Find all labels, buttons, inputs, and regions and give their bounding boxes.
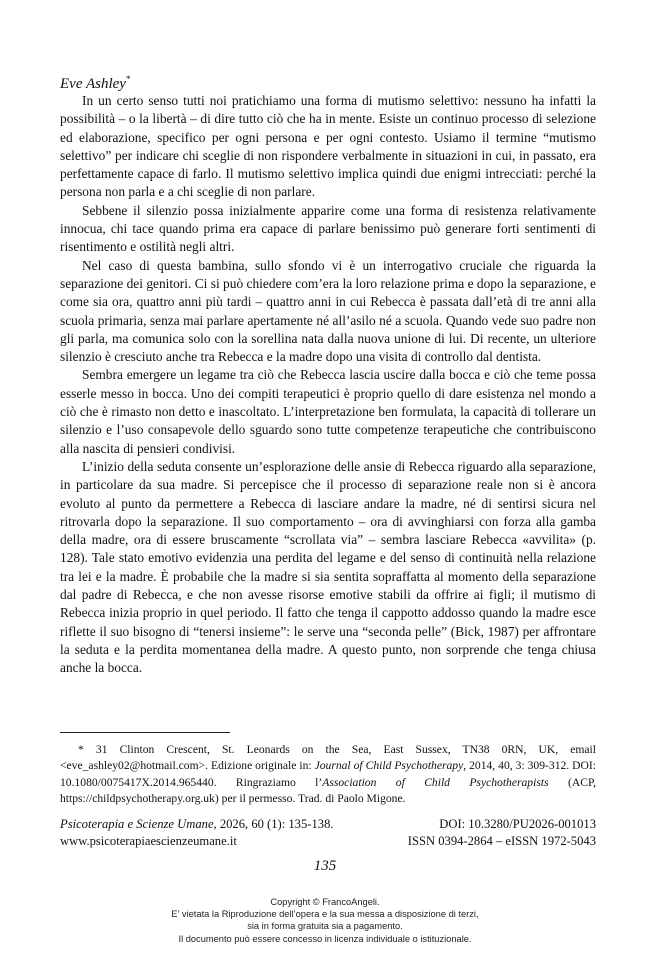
- copyright-line: sia in forma gratuita sia a pagamento.: [247, 921, 403, 932]
- copyright-line: E’ vietata la Riproduzione dell’opera e la sua messa a disposizione di terzi,: [171, 909, 479, 920]
- journal-citation-details: , 2026, 60 (1): 135-138.: [213, 817, 334, 831]
- journal-website: www.psicoterapiaescienzeumane.it: [60, 834, 237, 848]
- paragraph-5: L’inizio della seduta consente un’esplorazione delle ansie di Rebecca riguardo alla separazione, in particolare da sua madre. Si percepisce che il processo di separazione reale non si è ancora evoluto al punto da permettere a Rebecca di lasciare andare la madre, né di sentirsi sicura nel ritrovarla dopo la separazione. Il suo comportamento – ora di avvinghiarsi con forza alla gamba della madre, ora di essere bruscamente “scrollata via” – sembra lasciare Rebecca «avvilita» (p. 128). Tale stato emotivo evidenzia una perdita del legame e del senso di continuità nella relazione tra lei e la madre. È probabile che la madre si sia sentita sopraffatta al momento della separazione dal padre di Rebecca, e che non avesse risorse emotive stabili da offrire ai figli; il mutismo di Rebecca inizia proprio in quel periodo. Il fatto che tenga il cappotto addosso quando la madre esce riflette il suo bisogno di “tenersi insieme”: le serve una “seconda pelle” (Bick, 1987) per affrontare la seduta e la perdita momentanea della madre. A questo punto, non sorprende che tenga chiusa anche la bocca.: [60, 458, 596, 676]
- journal-info: [60, 816, 596, 850]
- footnote-text-3: (ACP, https://childpsychotherapy.org.uk) per il permesso. Trad. di Paolo Migone.: [60, 775, 596, 806]
- journal-citation: [60, 816, 334, 833]
- journal-issn: ISSN 0394-2864 – eISSN 1972-5043: [407, 834, 596, 848]
- author-footnote: [60, 742, 596, 808]
- article-body: [60, 92, 596, 678]
- copyright-notice: [0, 896, 650, 945]
- journal-web-row: [60, 833, 596, 850]
- journal-name: Psicoterapia e Scienze Umane: [60, 817, 214, 831]
- author-name: Eve Ashley: [60, 76, 126, 92]
- author-heading: [60, 70, 130, 93]
- paragraph-2: Sebbene il silenzio possa inizialmente apparire come una forma di resistenza relativamente innocua, chi tace quando prima era capace di parlare benissimo può generare forti sentimenti di risentimento e ostilità negli altri.: [60, 202, 596, 255]
- footnote-text-1: 31 Clinton Crescent, St. Leonards on the Sea, East Sussex, TN38 0RN, UK, email <eve_ashley02@hotmail.com>. Edizione originale in:: [60, 743, 596, 773]
- footnote-journal-title: Journal of Child Psychotherapy: [314, 759, 464, 773]
- page-number: 135: [313, 858, 337, 874]
- footnote-association: Association of Child Psychotherapists: [322, 775, 549, 789]
- paragraph-3: Nel caso di questa bambina, sullo sfondo vi è un interrogativo cruciale che riguarda la separazione dei genitori. Ci si può chiedere com’era la loro relazione prima e dopo la separazione, e come sia ora, quattro anni più tardi – quattro anni in cui Rebecca è passata dall’età di tre anni alla scuola primaria, senza mai parlare apertamente né all’asilo né a scuola. Quando vede suo padre non gli parla, ma comunica solo con la sorellina nata dalla nuova unione di lui. Di recente, un ulteriore silenzio è cresciuto anche tra Rebecca e la madre dopo una visita di controllo dal dentista.: [60, 257, 596, 365]
- author-footnote-mark: *: [125, 74, 131, 84]
- copyright-line: Il documento può essere concesso in licenza individuale o istituzionale.: [178, 933, 472, 944]
- journal-citation-row: [60, 816, 596, 833]
- copyright-line: Copyright © FrancoAngeli.: [270, 897, 380, 907]
- footnote-text-2: , 2014, 40, 3: 309-312. DOI: 10.1080/0075417X.2014.965440. Ringraziamo l’: [60, 759, 596, 789]
- footnote-separator: [60, 732, 230, 733]
- journal-doi: DOI: 10.3280/PU2026-001013: [439, 817, 596, 831]
- paragraph-1: In un certo senso tutti noi pratichiamo una forma di mutismo selettivo: nessuno ha infatti la possibilità – o la libertà – di dire tutto ciò che ha in mente. Esiste un continuo processo di selezione ed elaborazione, specifico per ogni persona e per ogni contesto. Usiamo il termine “mutismo selettivo” per indicare chi sceglie di non rispondere verbalmente in situazioni in cui, in passato, era perfettamente capace di farlo. Il mutismo selettivo implica quindi due enigmi intrecciati: perché la persona non parla e a chi sceglie di non parlare.: [60, 93, 596, 200]
- footnote-mark: *: [78, 743, 84, 756]
- paragraph-4: Sembra emergere un legame tra ciò che Rebecca lascia uscire dalla bocca e ciò che teme possa esserle messo in bocca. Uno dei compiti terapeutici è proprio quello di dare esistenza nel mondo a ciò che è rimasto non detto e inascoltato. L’interpretazione ben formulata, la capacità di tollerare un silenzio e l’uso consapevole dello sguardo sono tutte competenze terapeutiche che contribuiscono alla nascita di pensieri condivisi.: [60, 367, 596, 456]
